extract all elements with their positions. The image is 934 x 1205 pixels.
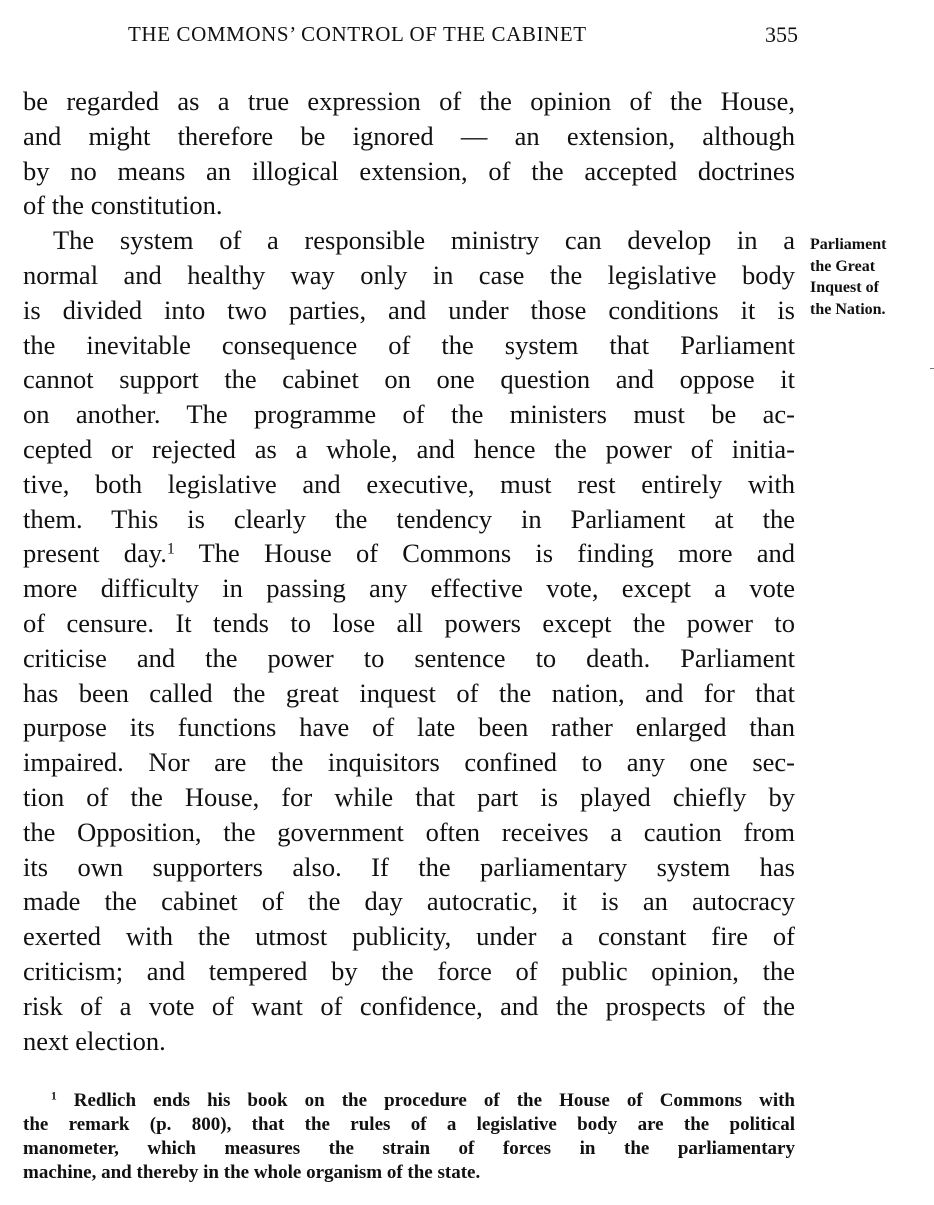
running-head [128, 22, 798, 52]
text-line: The system of a responsible ministry can develop in a [53, 225, 795, 256]
footnote-marker: 1 [51, 1090, 57, 1103]
marginal-note-line: Parliament [810, 236, 887, 253]
text-line: has been called the great inquest of the nation, and for that [23, 677, 795, 708]
marginal-note-line: the Great [810, 257, 876, 275]
text-line: impaired. Nor are the inquisitors confined to any one sec- [23, 747, 795, 778]
text-line: next election. [23, 1025, 166, 1056]
text-line: normal and healthy way only in case the legislative body [23, 259, 795, 290]
text-line: is divided into two parties, and under those conditions it is [23, 294, 795, 325]
footnote-line: the remark (p. 800), that the rules of a legislative body are the political [23, 1114, 795, 1135]
text-line: more difficulty in passing any effective vote, except a vote [23, 573, 795, 604]
footnote-line: machine, and thereby in the whole organism of the state. [23, 1162, 481, 1183]
text-line: the inevitable consequence of the system that Parliament [23, 329, 795, 360]
text-segment: The House of Commons is finding more and [198, 538, 795, 569]
text-line: of censure. It tends to lose all powers except the power to [23, 607, 795, 638]
running-title: THE COMMONS’ CONTROL OF THE CABINET [128, 22, 587, 46]
text-line: made the cabinet of the day autocratic, it is an autocracy [23, 886, 795, 917]
text-line: purpose its functions have of late been rather enlarged than [23, 712, 795, 743]
text-line: by no means an illogical extension, of the accepted doctrines [23, 155, 795, 186]
text-line: criticism; and tempered by the force of public opinion, the [23, 955, 795, 986]
text-line: them. This is clearly the tendency in Parliament at the [23, 503, 795, 534]
footnote-line: manometer, which measures the strain of forces in the parliamentary [23, 1138, 795, 1159]
marginal-note-line: the Nation. [810, 300, 886, 318]
text-line: and might therefore be ignored — an extension, although [23, 120, 795, 151]
text-line: on another. The programme of the ministers must be ac- [23, 399, 795, 430]
page-number: 355 [765, 22, 798, 47]
text-line: of the constitution. [23, 190, 223, 221]
text-line: tion of the House, for while that part is played chiefly by [23, 781, 795, 812]
text-line: the Opposition, the government often receives a caution from [23, 816, 795, 847]
text-segment: present day. [23, 538, 167, 569]
text-line: tive, both legislative and executive, must rest entirely with [23, 468, 795, 499]
marginal-note [810, 234, 928, 320]
text-segment: Redlich ends his book on the procedure of the House of Commons with [73, 1090, 796, 1111]
text-line: risk of a vote of want of confidence, and the prospects of the [23, 990, 795, 1021]
text-line: cannot support the cabinet on one question and oppose it [23, 364, 795, 395]
marginal-note-line: Inquest of [810, 279, 879, 296]
text-line: criticise and the power to sentence to death. Parliament [23, 642, 795, 673]
margin-rule [930, 368, 934, 369]
text-line: its own supporters also. If the parliamentary system has [23, 851, 795, 882]
body-text [23, 84, 795, 1058]
footnote [23, 1089, 795, 1185]
text-line: be regarded as a true expression of the opinion of the House, [23, 86, 795, 116]
footnote-reference[interactable]: 1 [166, 540, 175, 558]
text-line: exerted with the utmost publicity, under a constant fire of [23, 921, 795, 952]
text-line-with-footnote [23, 536, 795, 571]
text-line: cepted or rejected as a whole, and hence the power of initia- [23, 433, 795, 464]
footnote-line [23, 1089, 795, 1113]
